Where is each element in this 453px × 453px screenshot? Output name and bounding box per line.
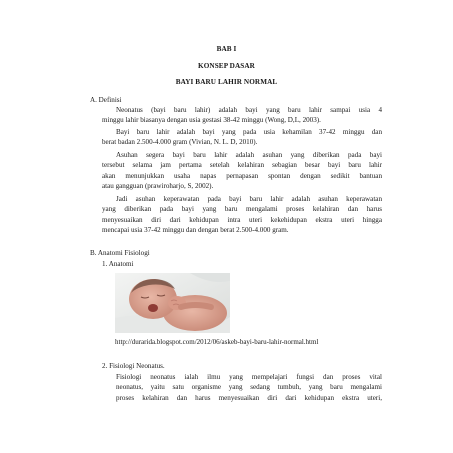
chapter-title: KONSEP DASAR <box>198 62 255 70</box>
paragraph-line: menyesuaikan diri dari kehidupan intra uteri kekehidupan ekstra uteri hingga <box>102 216 382 224</box>
anatomy-item-label: 1. Anatomi <box>102 260 134 268</box>
newborn-image-icon <box>115 273 230 333</box>
paragraph-line: tersebut selama jam pertama setelah kelahiran sebagian besar bayi baru lahir <box>102 161 382 169</box>
paragraph-line: mencapai usia 37-42 minggu dan dengan berat 2.500-4.000 gram. <box>102 226 289 234</box>
paragraph-line: Bayi baru lahir adalah bayi yang pada usia kehamilan 37-42 minggu dan <box>116 128 382 136</box>
paragraph-line: akan menunjukkan usaha napas pernapasan spontan dengan sedikit bantuan <box>102 172 382 180</box>
paragraph-line: atau gangguan (prawiroharjo, S, 2002). <box>102 182 214 190</box>
paragraph-line: Neonatus (bayi baru lahir) adalah bayi yang baru lahir sampai usia 4 <box>116 106 382 114</box>
paragraph-line: berat badan 2.500-4.000 gram (Vivian, N. L. D, 2010). <box>102 138 258 146</box>
paragraph-line: Asuhan segera bayi baru lahir adalah asuhan yang diberikan pada bayi <box>116 151 382 159</box>
physiology-item-label: 2. Fisiologi Neonatus. <box>102 362 165 370</box>
paragraph-line: Jadi asuhan keperawatan pada bayi baru lahir adalah asuhan keperawatan <box>116 195 382 203</box>
section-a-label: A. Definisi <box>90 96 122 104</box>
paragraph-line: yang diberikan pada bayi yang baru mengalami proses kelahiran dan harus <box>102 205 382 213</box>
chapter-heading: BAB I <box>216 45 237 53</box>
paragraph-line: Fisiologi neonatus ialah ilmu yang mempelajari fungsi dan proses vital <box>116 373 382 381</box>
image-source-link[interactable]: http://durarida.blogspot.com/2012/06/askeb-bayi-baru-lahir-normal.html <box>115 338 319 346</box>
paragraph-line: neonatus, yaitu satu organisme yang sedang tumbuh, yang baru mengalami <box>116 383 382 391</box>
newborn-photo <box>115 273 230 333</box>
paragraph-line: minggu lahir biasanya dengan usia gestasi 38-42 minggu (Wong, D,L, 2003). <box>102 116 321 124</box>
section-b-label: B. Anatomi Fisiologi <box>90 249 150 257</box>
chapter-subtitle: BAYI BARU LAHIR NORMAL <box>175 78 278 86</box>
paragraph-line: proses kelahiran dan harus menyesuaikan diri dari kehidupan ekstra uteri, <box>116 394 382 402</box>
